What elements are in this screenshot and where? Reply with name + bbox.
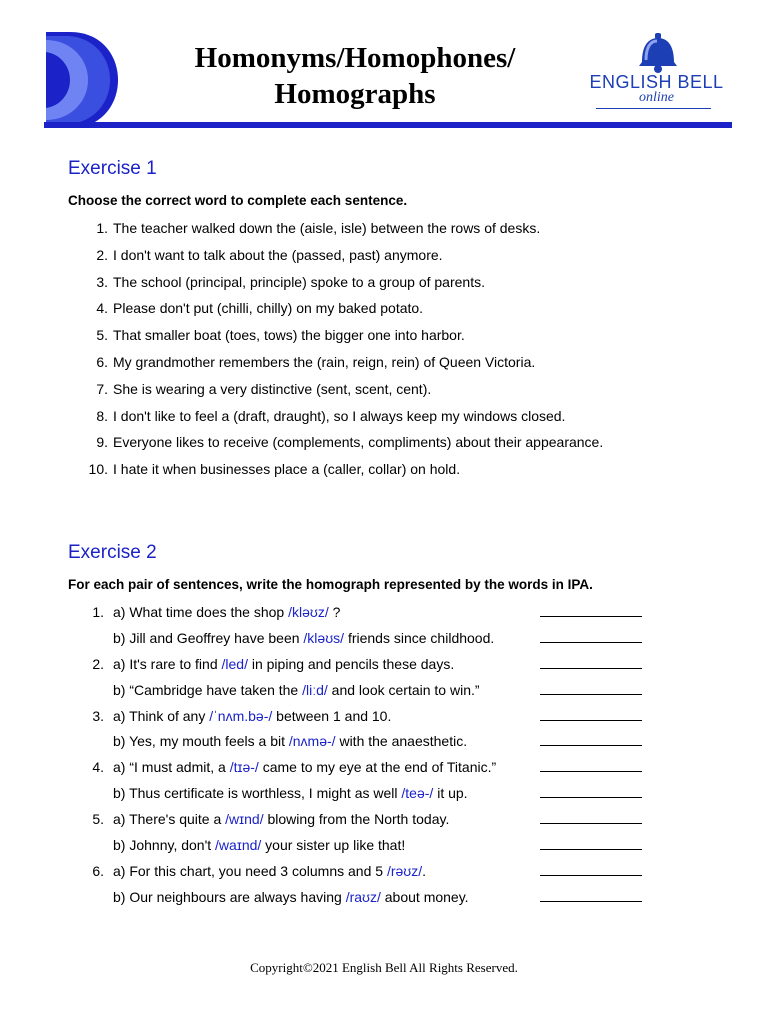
item-text: I don't want to talk about the (passed, past) anymore. — [113, 246, 443, 263]
list-item — [68, 602, 708, 628]
exercise-2-instruction: For each pair of sentences, write the homograph represented by the words in IPA. — [68, 577, 593, 592]
ipa-word: /kləʊs/ — [303, 629, 345, 646]
exercise-1-list — [68, 218, 708, 486]
ipa-word: /liːd/ — [302, 681, 328, 698]
list-item — [68, 809, 708, 835]
list-item — [68, 352, 708, 379]
list-item — [68, 272, 708, 299]
item-number: 10. — [88, 461, 108, 478]
item-number: 4. — [92, 759, 104, 776]
d-logo-icon — [40, 30, 120, 130]
page-title — [150, 40, 560, 112]
item-text: I hate it when businesses place a (caller, collar) on hold. — [113, 461, 461, 478]
exercise-2-title: Exercise 2 — [68, 542, 157, 563]
ipa-word: /rəʊz/ — [386, 862, 423, 879]
list-item — [68, 757, 708, 783]
item-text: a) For this chart, you need 3 columns and 5 /rəʊz/. — [113, 862, 427, 879]
bell-icon — [634, 32, 678, 74]
answer-blank[interactable] — [540, 668, 642, 669]
item-number: 5. — [92, 811, 104, 828]
item-text: a) Think of any /ˈnʌm.bə-/ between 1 and 10. — [113, 707, 392, 724]
item-number: 9. — [96, 434, 108, 451]
answer-blank[interactable] — [540, 901, 642, 902]
answer-blank[interactable] — [540, 616, 642, 617]
item-text: a) “I must admit, a /tɪə-/ came to my eye at the end of Titanic.” — [113, 759, 497, 776]
ipa-word: /nʌmə-/ — [288, 733, 336, 750]
list-item — [68, 706, 708, 732]
title-line-1: Homonyms/Homophones/ — [194, 42, 516, 74]
list-item — [68, 245, 708, 272]
list-item — [68, 406, 708, 433]
list-item — [68, 887, 708, 913]
list-item — [68, 218, 708, 245]
list-item — [68, 432, 708, 459]
item-text: b) Our neighbours are always having /raʊz/ about money. — [113, 888, 469, 905]
item-number: 6. — [96, 353, 108, 370]
item-text: b) Jill and Geoffrey have been /kləʊs/ friends since childhood. — [113, 629, 495, 646]
header-rule — [44, 122, 732, 128]
item-number: 1. — [96, 220, 108, 236]
copyright-footer: Copyright©2021 English Bell All Rights Reserved. — [250, 960, 518, 975]
answer-blank[interactable] — [540, 720, 642, 721]
list-item — [68, 861, 708, 887]
item-text: Everyone likes to receive (complements, compliments) about their appearance. — [113, 434, 604, 451]
item-number: 8. — [96, 407, 108, 424]
page-header — [0, 0, 768, 135]
answer-blank[interactable] — [540, 797, 642, 798]
ipa-word: /wɪnd/ — [225, 811, 264, 828]
exercise-1-title: Exercise 1 — [68, 158, 157, 179]
answer-blank[interactable] — [540, 694, 642, 695]
item-text: The school (principal, principle) spoke to a group of parents. — [113, 273, 485, 290]
list-item — [68, 628, 708, 654]
list-item — [68, 783, 708, 809]
item-text: a) There's quite a /wɪnd/ blowing from the North today. — [113, 811, 450, 828]
ipa-word: /led/ — [221, 655, 248, 672]
item-number: 3. — [96, 273, 108, 290]
ipa-word: /teə-/ — [401, 785, 434, 802]
item-text: I don't like to feel a (draft, draught), so I always keep my windows closed. — [113, 407, 566, 424]
exercise-1-instruction: Choose the correct word to complete each sentence. — [68, 193, 408, 208]
brand-sub: online — [639, 90, 674, 105]
item-text: b) “Cambridge have taken the /liːd/ and look certain to win.” — [113, 681, 480, 698]
list-item — [68, 298, 708, 325]
item-text: Please don't put (chilli, chilly) on my baked potato. — [113, 300, 424, 317]
ipa-word: /ˈnʌm.bə-/ — [209, 707, 273, 724]
item-text: b) Thus certificate is worthless, I might as well /teə-/ it up. — [113, 785, 468, 802]
item-text: She is wearing a very distinctive (sent, scent, cent). — [113, 380, 432, 397]
answer-blank[interactable] — [540, 771, 642, 772]
item-number: 4. — [96, 300, 108, 317]
ipa-word: /tɪə-/ — [229, 759, 259, 776]
item-text: a) What time does the shop /kləʊz/ ? — [113, 604, 341, 620]
item-number: 3. — [92, 707, 104, 724]
list-item — [68, 325, 708, 352]
brand-name: ENGLISH BELL — [589, 72, 724, 92]
english-bell-logo — [584, 32, 729, 112]
answer-blank[interactable] — [540, 823, 642, 824]
ipa-word: /kləʊz/ — [288, 604, 329, 620]
answer-blank[interactable] — [540, 642, 642, 643]
item-text: b) Yes, my mouth feels a bit /nʌmə-/ with the anaesthetic. — [113, 733, 468, 750]
item-text: The teacher walked down the (aisle, isle) between the rows of desks. — [113, 220, 541, 236]
list-item — [68, 459, 708, 486]
item-text: My grandmother remembers the (rain, reign, rein) of Queen Victoria. — [113, 353, 536, 370]
list-item — [68, 379, 708, 406]
item-number: 2. — [96, 246, 108, 263]
item-number: 5. — [96, 327, 108, 344]
item-text: That smaller boat (toes, tows) the bigger one into harbor. — [113, 327, 465, 344]
item-number: 7. — [96, 380, 108, 397]
answer-blank[interactable] — [540, 745, 642, 746]
brand-underline — [596, 108, 711, 109]
item-text: b) Johnny, don't /waɪnd/ your sister up like that! — [113, 837, 406, 854]
item-number: 1. — [92, 604, 104, 620]
list-item — [68, 731, 708, 757]
answer-blank[interactable] — [540, 849, 642, 850]
ipa-word: /waɪnd/ — [215, 837, 262, 854]
answer-blank[interactable] — [540, 875, 642, 876]
list-item — [68, 654, 708, 680]
list-item — [68, 835, 708, 861]
exercise-2-list — [68, 602, 708, 913]
ipa-word: /raʊz/ — [345, 888, 381, 905]
list-item — [68, 680, 708, 706]
item-text: a) It's rare to find /led/ in piping and pencils these days. — [113, 655, 455, 672]
title-line-2: Homographs — [274, 78, 436, 110]
item-number: 6. — [92, 862, 104, 879]
item-number: 2. — [92, 655, 104, 672]
